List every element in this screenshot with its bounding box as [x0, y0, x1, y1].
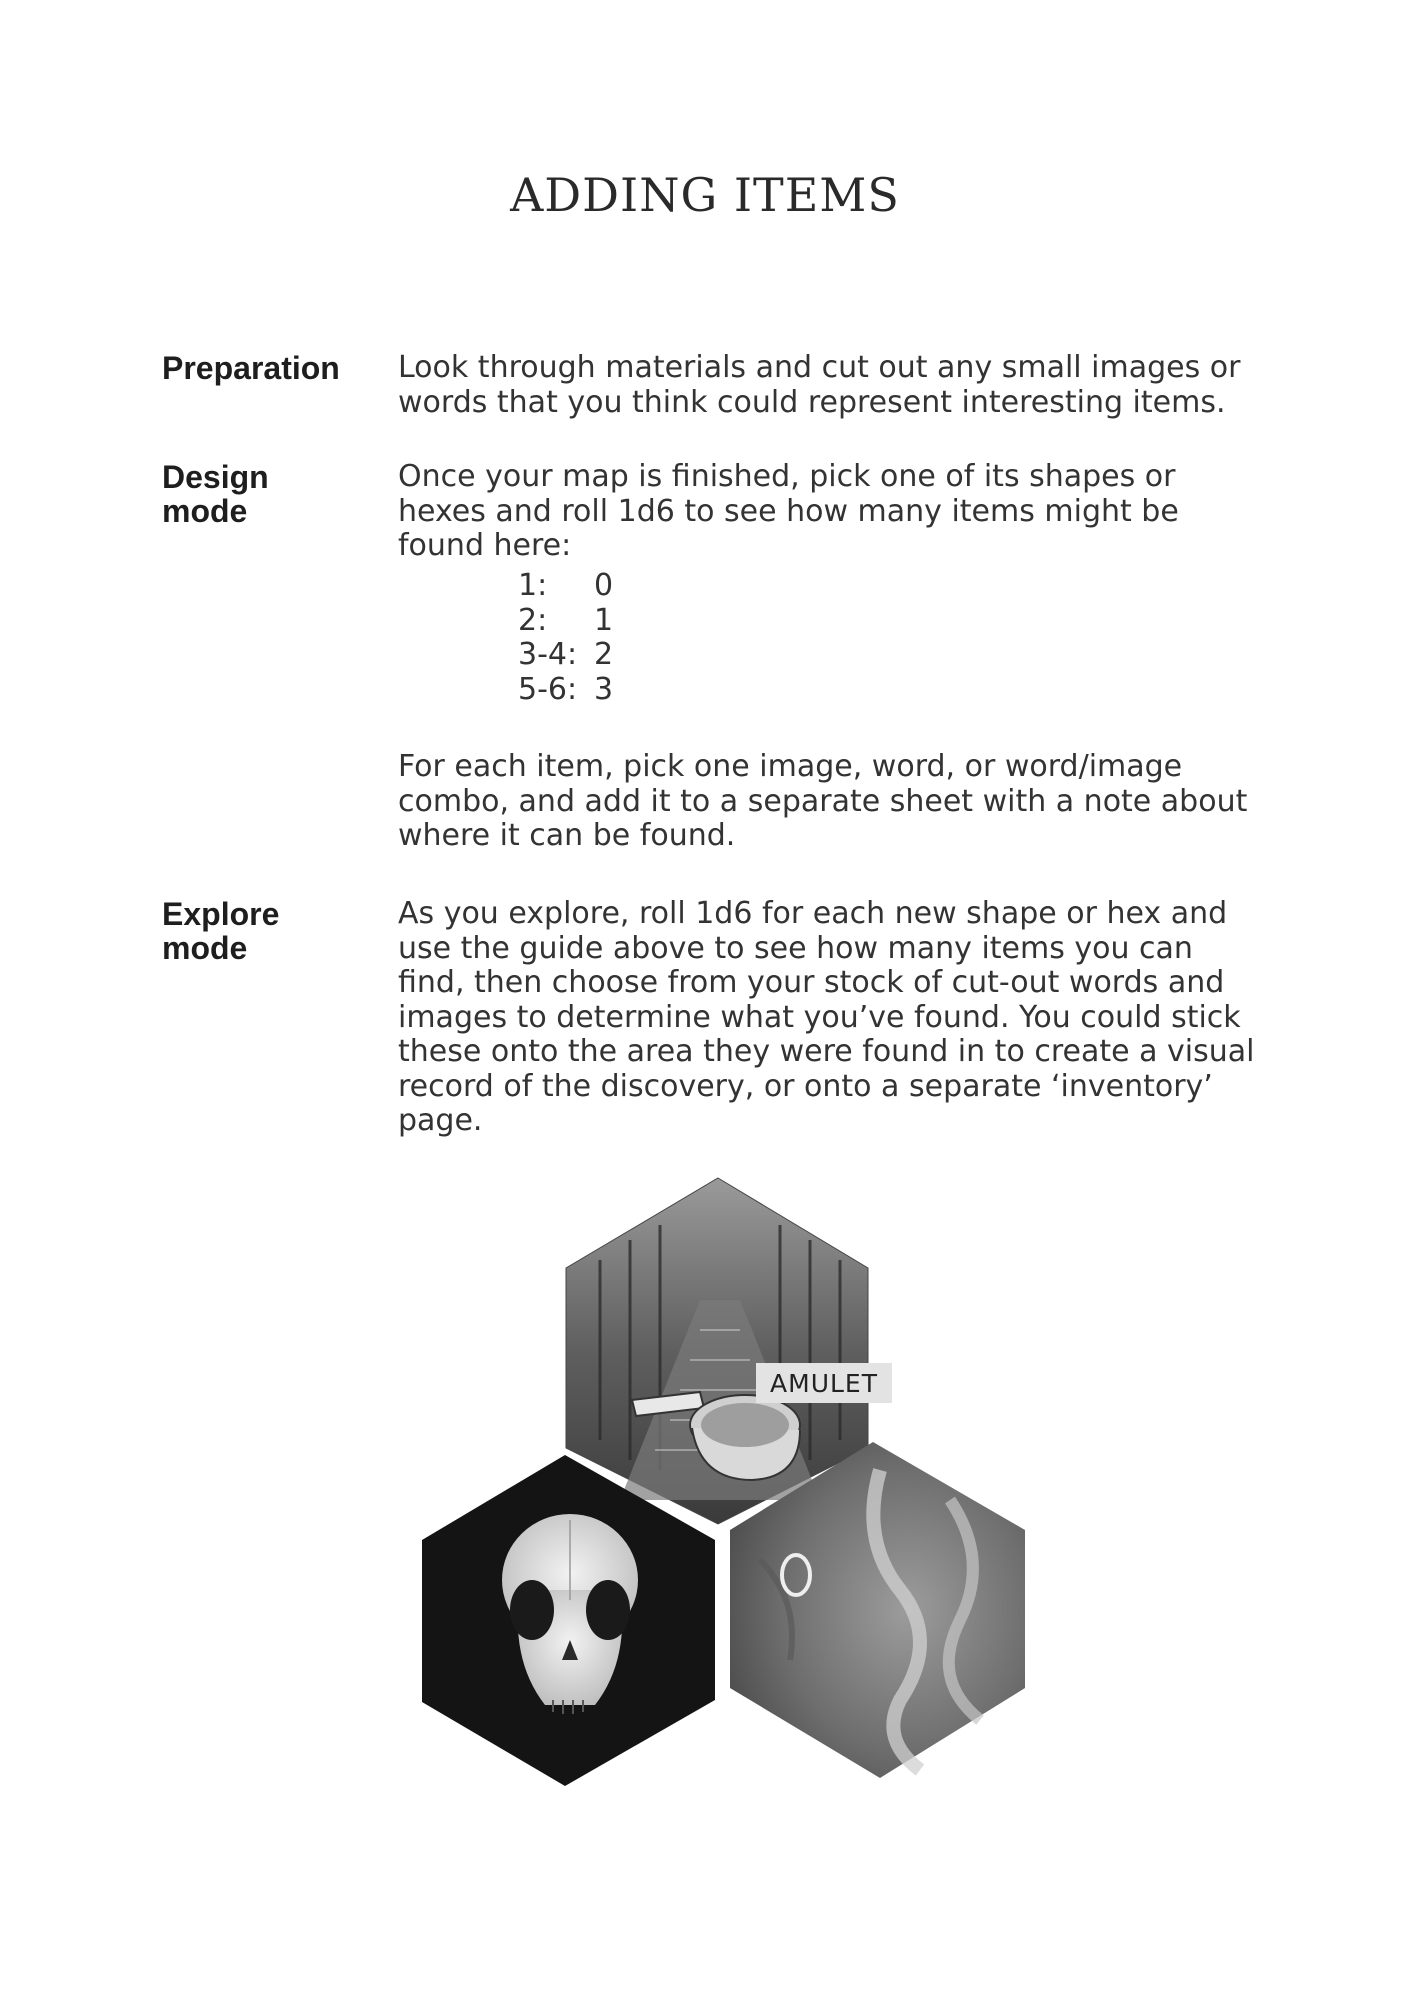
- items-count: 0: [594, 568, 614, 603]
- explore-label-line2: mode: [162, 930, 248, 966]
- page-title: ADDING ITEMS: [510, 168, 900, 222]
- preparation-text: Look through materials and cut out any small images or words that you think could represent interesting items.: [398, 350, 1241, 420]
- items-count: 1: [594, 602, 614, 638]
- items-count: 2: [594, 637, 614, 672]
- design-mode-text-2: For each item, pick one image, word, or word/image combo, and add it to a separate sheet with a note about where it can be found.: [398, 749, 1248, 853]
- explore-mode-text: As you explore, roll 1d6 for each new shape or hex and use the guide above to see how many items you can find, then choose from your stock of cut-out words and images to determine what you’ve found. You could stick these onto the area they were found in to create a visual record of the discovery, or onto a separate ‘inventory’ page.: [398, 896, 1255, 1138]
- roll-table: [518, 569, 613, 707]
- skull-hex: [422, 1455, 715, 1786]
- roll-value: 1:: [518, 568, 548, 603]
- roll-value: 5-6:: [518, 671, 578, 707]
- explore-mode-label: [162, 897, 362, 965]
- amulet-label: AMULET: [770, 1369, 878, 1398]
- explore-label-line1: Explore: [162, 896, 280, 932]
- hex-collage: [0, 1160, 1410, 1800]
- roll-table-row: [518, 673, 613, 708]
- design-label-line1: Design: [162, 459, 269, 495]
- roll-table-row: [518, 604, 613, 639]
- roll-value: 3-4:: [518, 637, 578, 672]
- design-mode-label: [162, 460, 362, 528]
- design-mode-text: Once your map is finished, pick one of its shapes or hexes and roll 1d6 to see how many items might be found here:: [398, 459, 1179, 563]
- roll-value: 2:: [518, 602, 548, 638]
- items-count: 3: [594, 671, 614, 707]
- design-label-line2: mode: [162, 493, 248, 529]
- roll-table-row: [518, 569, 613, 604]
- roll-table-row: [518, 638, 613, 673]
- preparation-label: Preparation: [162, 350, 340, 386]
